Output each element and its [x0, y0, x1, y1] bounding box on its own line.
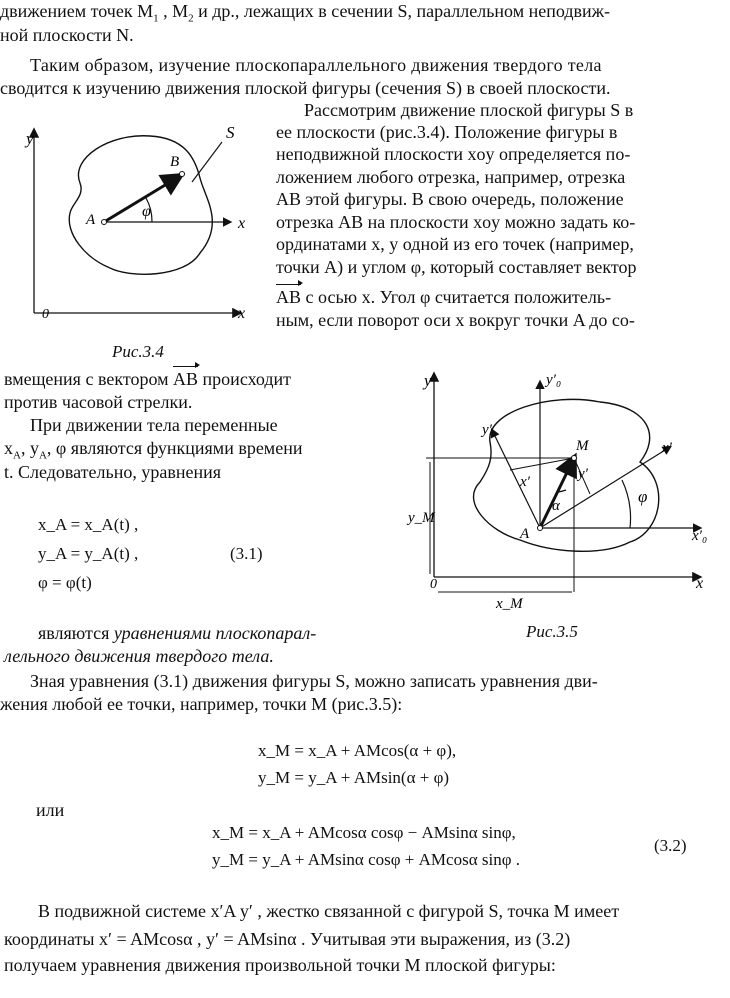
p3-line10: ным, если поворот оси x вокруг точки A до со- [276, 310, 635, 330]
sub-2: 2 [188, 12, 194, 25]
figure-3-4 [0, 118, 280, 368]
p3-line11 [4, 368, 291, 390]
p6-line1: Зная уравнения (3.1) движения фигуры S, можно записать уравнения дви- [30, 671, 598, 691]
label-alpha-35: α [552, 498, 560, 514]
p2-line1: Таким образом, изучение плоскопараллельного движения твердого тела [30, 55, 602, 75]
proj-m-yprime [510, 458, 574, 470]
p5-line2: лельного движения твердого тела. [4, 646, 274, 666]
p3-line8: точки A) и углом φ, который составляет вектор [276, 257, 637, 277]
p4-line3: t. Следовательно, уравнения [4, 462, 222, 482]
label-x2-34: x [238, 305, 246, 322]
p3-line7: ординатами x, y одной из его точек (например, [276, 234, 634, 254]
sub-a1: A [13, 449, 21, 462]
p5-italic: уравнениями плоскопарал- [113, 623, 317, 643]
p3-line9-text: с осью x. Угол φ считается положитель- [301, 287, 612, 307]
p3-line9 [276, 286, 611, 308]
label-a-35: A [520, 526, 530, 542]
p2-line2: сводится к изучению движения плоской фигуры (сечения S) в своей плоскости. [0, 78, 611, 98]
p5-line1 [38, 622, 316, 644]
eq32-row2: y_M = y_A + AMsinα cosφ + AMcosα sinφ . [212, 850, 521, 869]
vector-ab-2: AB [173, 369, 199, 389]
label-x1-35: x′ [520, 474, 530, 490]
label-phi-34: φ [142, 203, 151, 220]
label-x-35: x [696, 575, 704, 592]
label-x-34: x [238, 215, 246, 232]
eq31-number: (3.1) [230, 544, 263, 563]
p1-text-c: и др., лежащих в сечении S, параллельном неподвиж- [193, 1, 611, 21]
point-b [180, 172, 185, 177]
p7-line2: координаты x′ = AMcosα , y′ = AMsinα . Учитывая эти выражения, из (3.2) [4, 929, 571, 949]
label-b-34: B [170, 154, 180, 170]
figure-3-5 [400, 362, 720, 612]
label-x0-35: x′₀ [692, 528, 708, 544]
xa: x [4, 438, 13, 458]
eqA-row1: x_M = x_A + AMcos(α + φ), [258, 741, 457, 760]
p6-line2: жения любой ее точки, например, точки M (рис.3.5): [0, 694, 403, 714]
p1-line2: ной плоскости N. [0, 25, 134, 45]
sub-a2: A [38, 449, 47, 462]
eqA-row2: y_M = y_A + AMsin(α + φ) [258, 768, 450, 787]
word-ili: или [36, 800, 65, 820]
caption-3-5: Рис.3.5 [526, 622, 578, 641]
label-y1-35: y′ [482, 422, 492, 438]
p3-line11-a: вмещения с вектором [4, 369, 174, 389]
label-y-35: y [424, 371, 432, 390]
angle-arc-phi-35 [622, 480, 631, 528]
label-x2-35: x′ [662, 440, 672, 456]
p3-line2: ее плоскости (рис.3.4). Положение фигуры в [276, 122, 618, 142]
axis-y-prime [492, 430, 540, 528]
eq31-row3: φ = φ(t) [38, 573, 92, 592]
figure-s-outline [69, 136, 212, 274]
p1-text-a: движением точек M [0, 1, 154, 21]
sub-1: 1 [153, 12, 159, 25]
label-y2-35: y′ [578, 466, 588, 482]
label-xm-35: x_M [496, 596, 523, 612]
p3-line6: отрезка AB на плоскости xoy можно задать ко- [276, 212, 636, 232]
p3-line3: неподвижной плоскости xoy определяется по- [276, 144, 631, 164]
p7-line1: В подвижной системе x′A y′ , жестко связанной с фигурой S, точка M имеет [38, 901, 620, 921]
point-a-35 [538, 526, 543, 531]
p3-line5: AB этой фигуры. В свою очередь, положение [276, 189, 624, 209]
label-ym-35: y_M [408, 510, 435, 526]
p5-text: являются [38, 623, 114, 643]
eq32-number: (3.2) [654, 836, 687, 855]
label-o-34: 0 [42, 307, 49, 322]
eq31-row2: y_A = y_A(t) , [38, 544, 139, 563]
p4-line2-rest: , φ являются функциями времени [46, 438, 303, 458]
label-o-35: 0 [430, 577, 437, 592]
caption-3-4: Рис.3.4 [112, 342, 164, 361]
p3-line11-b: происходит [198, 369, 292, 389]
ya: , y [20, 438, 39, 458]
label-a-34: A [86, 212, 96, 228]
label-y-34: y [26, 129, 34, 148]
point-m [572, 456, 577, 461]
p7-line3: получаем уравнения движения произвольной точки M плоской фигуры: [4, 955, 556, 975]
label-phi-35: φ [638, 487, 648, 506]
p3-line4: ложением любого отрезка, например, отрезка [276, 167, 626, 187]
eq31-row1: x_A = x_A(t) , [38, 515, 139, 534]
eq32-row1: x_M = x_A + AMcosα cosφ − AMsinα sinφ, [212, 823, 516, 842]
p3-line1: Рассмотрим движение плоской фигуры S в [304, 100, 634, 120]
point-a [102, 220, 107, 225]
p1-text-b: , M [158, 1, 189, 21]
label-s-34: S [226, 123, 235, 142]
label-y0-35: y′₀ [546, 372, 562, 388]
vector-ab: AB [276, 287, 302, 307]
label-m-35: M [576, 438, 589, 454]
s-pointer [192, 142, 222, 182]
p3-line12: против часовой стрелки. [4, 392, 193, 412]
p4-line1: При движении тела переменные [30, 415, 278, 435]
